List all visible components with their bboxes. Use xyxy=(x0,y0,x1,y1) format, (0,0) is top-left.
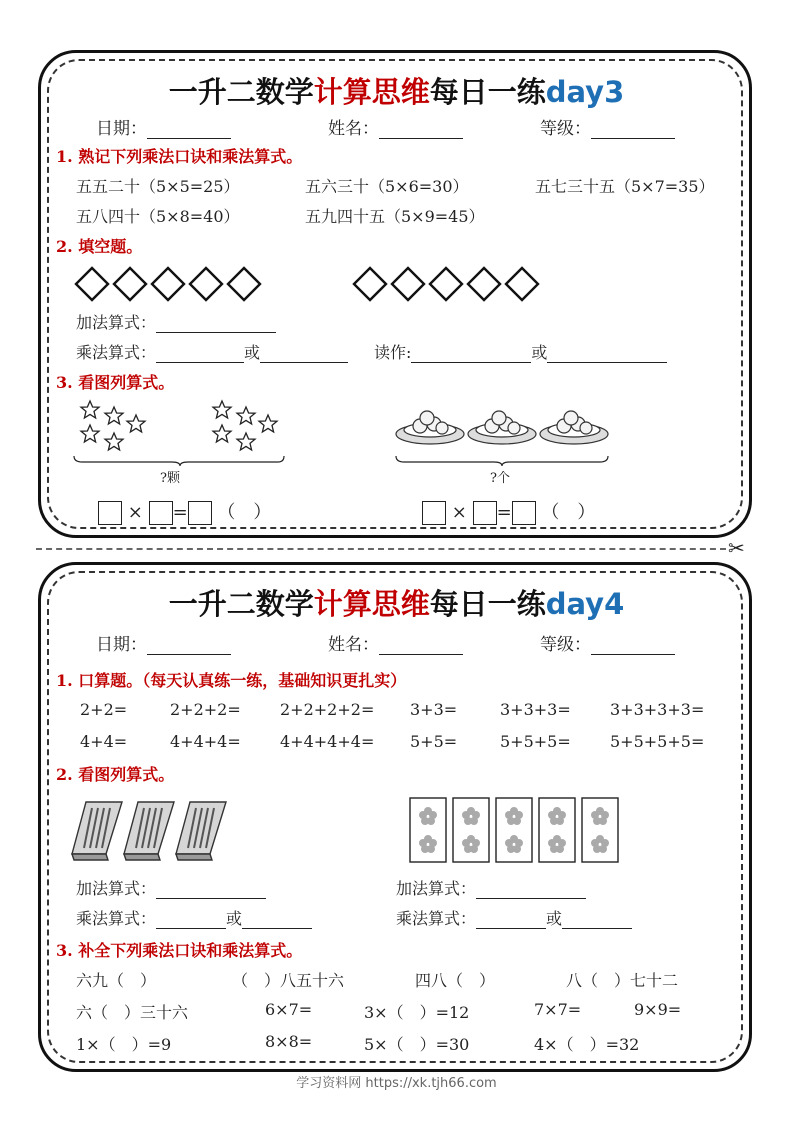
rhyme-fill-item[interactable]: （ ）八五十六 xyxy=(232,971,345,990)
section-3-heading: 3. 补全下列乘法口诀和乘法算式。 xyxy=(56,941,303,960)
section-2-heading: 2. 填空题。 xyxy=(56,237,143,256)
section-1-heading: 1. 口算题。（每天认真练一练，基础知识更扎实） xyxy=(56,671,407,690)
name-field[interactable]: 姓名： xyxy=(328,630,463,655)
mental-math-item: 5+5= xyxy=(410,732,458,751)
equation-item[interactable]: 1×（ ）=9 xyxy=(76,1035,172,1054)
date-field[interactable]: 日期： xyxy=(96,630,231,655)
grade-field[interactable]: 等级： xyxy=(540,630,675,655)
addition-answer-field[interactable]: 加法算式： xyxy=(396,876,586,899)
title-day3: 一升二数学计算思维每日一练day3 xyxy=(168,75,625,109)
equation-item[interactable]: 8×8= xyxy=(265,1032,313,1051)
cut-line xyxy=(36,548,726,550)
mental-math-item: 4+4+4+4= xyxy=(280,732,375,751)
date-field[interactable]: 日期： xyxy=(96,114,231,139)
multiplication-answer-field[interactable]: 乘法算式： 或 xyxy=(76,906,312,929)
section-2-heading: 2. 看图列算式。 xyxy=(56,765,175,784)
equation-item[interactable]: 5×（ ）=30 xyxy=(364,1035,470,1054)
mental-math-item: 4+4= xyxy=(80,732,128,751)
addition-answer-field[interactable]: 加法算式： xyxy=(76,310,276,333)
multiplication-rhyme: 五九四十五（5×9=45） xyxy=(305,207,485,226)
mental-math-item: 5+5+5+5= xyxy=(610,732,705,751)
chopsticks-box-picture xyxy=(70,792,240,864)
mental-math-item: 2+2+2+2= xyxy=(280,700,375,719)
mental-math-item: 3+3+3= xyxy=(500,700,571,719)
mental-math-item: 3+3+3+3= xyxy=(610,700,705,719)
equation-item[interactable]: 4×（ ）=32 xyxy=(534,1035,640,1054)
equation-item[interactable]: 7×7= xyxy=(534,1000,582,1019)
footer-watermark: 学习资料网 https://xk.tjh66.com xyxy=(296,1076,497,1091)
rhyme-fill-item[interactable]: 六九（ ） xyxy=(76,971,157,990)
multiplication-answer-field[interactable]: 乘法算式： 或 xyxy=(76,340,348,363)
multiplication-rhyme: 五六三十（5×6=30） xyxy=(305,177,469,196)
reading-answer-field[interactable]: 读作: 或 xyxy=(374,340,667,363)
multiplication-answer-field[interactable]: 乘法算式： 或 xyxy=(396,906,632,929)
multiplication-rhyme: 五五二十（5×5=25） xyxy=(76,177,240,196)
rhyme-fill-item[interactable]: 八（ ）七十二 xyxy=(566,971,679,990)
stars-caption: ?颗 xyxy=(160,471,180,486)
multiplication-rhyme: 五七三十五（5×7=35） xyxy=(535,177,715,196)
rhyme-fill-item[interactable]: 六（ ）三十六 xyxy=(76,1003,189,1022)
buns-caption: ?个 xyxy=(490,471,510,486)
section-3-heading: 3. 看图列算式。 xyxy=(56,373,175,392)
equation-buns[interactable]: × = （ ） xyxy=(422,498,595,525)
title-day4: 一升二数学计算思维每日一练day4 xyxy=(168,587,625,621)
buns-picture xyxy=(394,406,612,466)
diamonds-group-2 xyxy=(352,264,552,304)
addition-answer-field[interactable]: 加法算式： xyxy=(76,876,266,899)
mental-math-item: 5+5+5= xyxy=(500,732,571,751)
flower-cards-picture xyxy=(408,796,622,864)
equation-stars[interactable]: × = （ ） xyxy=(98,498,271,525)
stars-picture xyxy=(72,396,288,466)
equation-item[interactable]: 6×7= xyxy=(265,1000,313,1019)
mental-math-item: 2+2= xyxy=(80,700,128,719)
multiplication-rhyme: 五八四十（5×8=40） xyxy=(76,207,240,226)
name-field[interactable]: 姓名： xyxy=(328,114,463,139)
scissors-icon: ✂ xyxy=(728,536,745,560)
equation-item[interactable]: 9×9= xyxy=(634,1000,682,1019)
mental-math-item: 4+4+4= xyxy=(170,732,241,751)
mental-math-item: 3+3= xyxy=(410,700,458,719)
rhyme-fill-item[interactable]: 四八（ ） xyxy=(415,971,496,990)
grade-field[interactable]: 等级： xyxy=(540,114,675,139)
equation-item[interactable]: 3×（ ）=12 xyxy=(364,1003,470,1022)
mental-math-item: 2+2+2= xyxy=(170,700,241,719)
diamonds-group-1 xyxy=(74,264,274,304)
section-1-heading: 1. 熟记下列乘法口诀和乘法算式。 xyxy=(56,147,303,166)
